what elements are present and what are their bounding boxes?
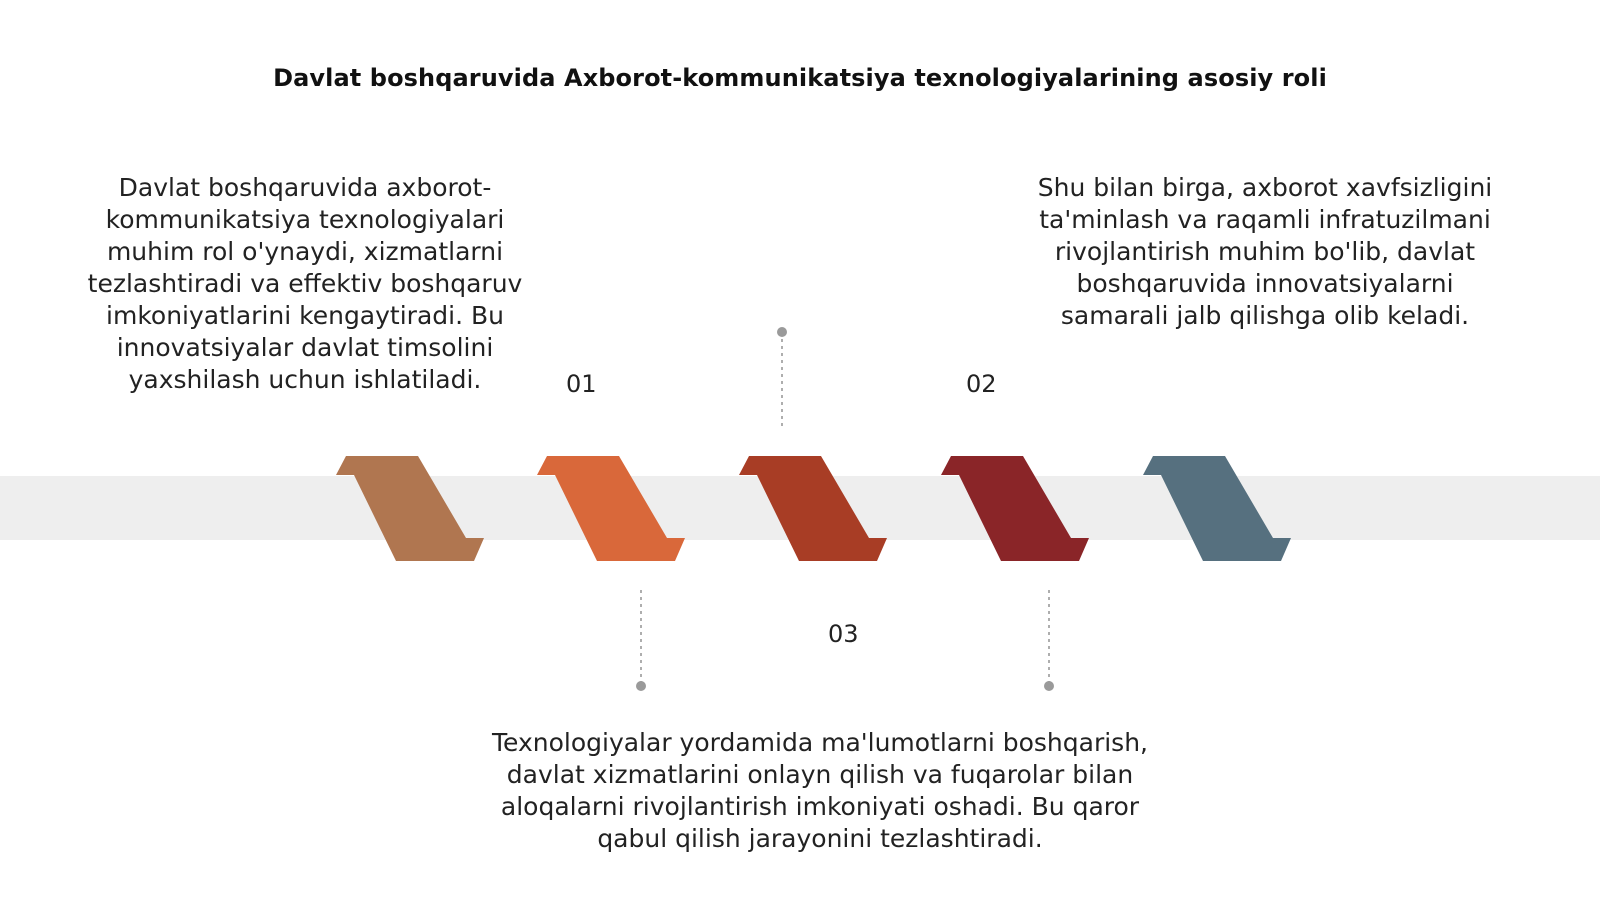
timeline-shape-5 bbox=[1143, 456, 1291, 561]
step-02-number: 02 bbox=[966, 370, 997, 398]
page-title: Davlat boshqaruvida Axborot-kommunikatsiya texnologiyalarining asosiy roli bbox=[273, 64, 1327, 92]
timeline-shape-4 bbox=[941, 456, 1089, 561]
timeline-shape-2 bbox=[537, 456, 685, 561]
timeline-shapes bbox=[336, 456, 1291, 561]
connector-bottom-left-dot bbox=[636, 681, 646, 691]
connector-top-dot bbox=[777, 327, 787, 337]
step-03-number: 03 bbox=[828, 620, 859, 648]
connector-bottom-right-dot bbox=[1044, 681, 1054, 691]
step-01-text: Davlat boshqaruvida axborot-kommunikatsiya texnologiyalari muhim rol o'ynaydi, xizmatlarni tezlashtiradi va effektiv boshqaruv imkoniyatlarini kengaytiradi. Bu innovatsiyalar davlat timsolini yaxshilash uchun ishlatiladi. bbox=[87, 173, 523, 394]
step-01-number: 01 bbox=[566, 370, 597, 398]
step-02-text: Shu bilan birga, axborot xavfsizligini ta'minlash va raqamli infratuzilmani rivojlantirish muhim bo'lib, davlat boshqaruvida innovatsiyalarni samarali jalb qilishga olib keladi. bbox=[1037, 173, 1493, 330]
timeline-shape-3 bbox=[739, 456, 887, 561]
step-03-text: Texnologiyalar yordamida ma'lumotlarni boshqarish, davlat xizmatlarini onlayn qilish va fuqarolar bilan aloqalarni rivojlantirish imkoniyati oshadi. Bu qaror qabul qilish jarayonini tezlashtiradi. bbox=[491, 728, 1148, 853]
timeline-shape-1 bbox=[336, 456, 484, 561]
